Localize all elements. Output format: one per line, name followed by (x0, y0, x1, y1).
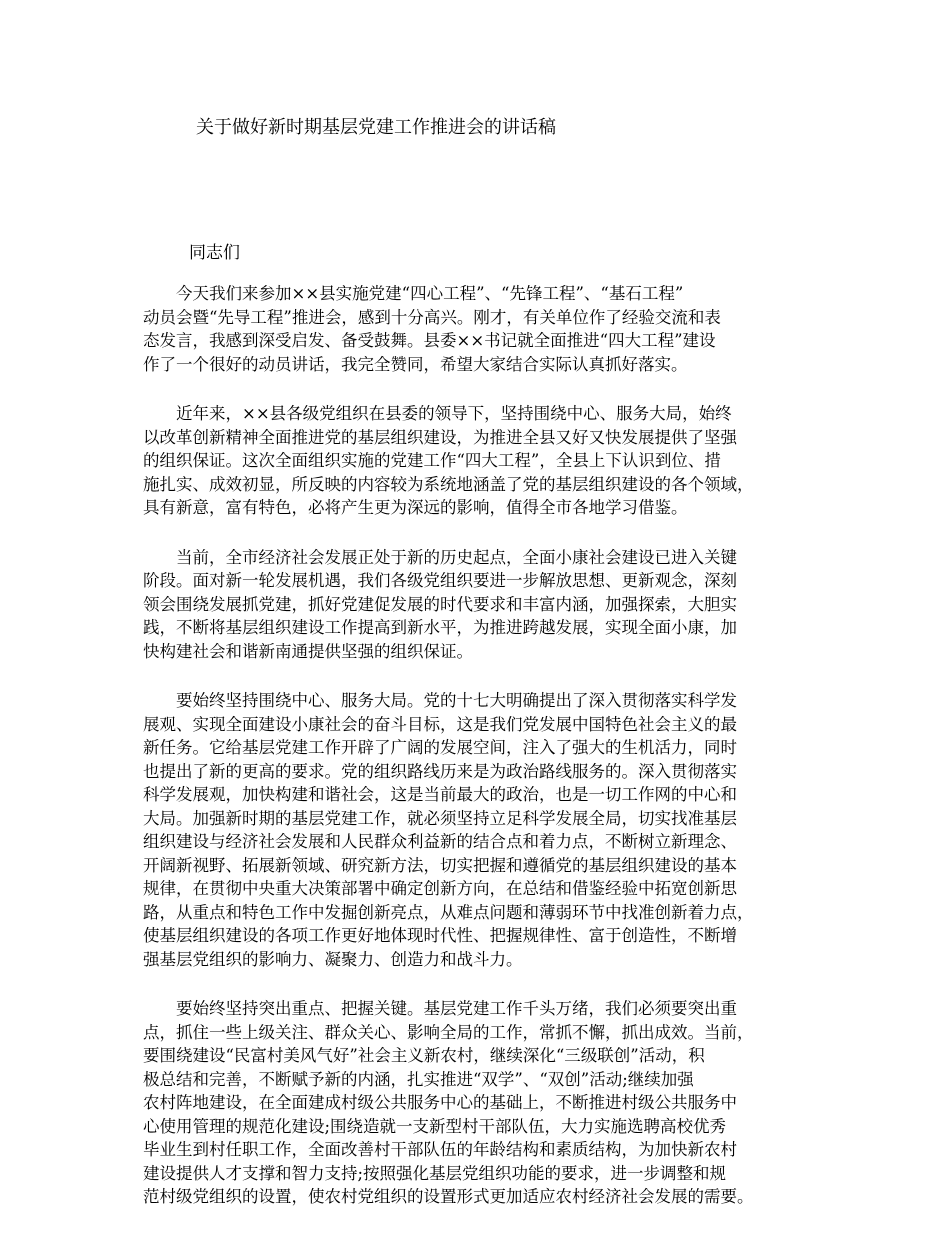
paragraph-line: 建设提供人才支撑和智力支持;按照强化基层党组织功能的要求，进一步调整和规 (143, 1163, 727, 1183)
paragraph-line: 规律，在贯彻中央重大决策部署中确定创新方向，在总结和借鉴经验中拓宽创新思 (143, 879, 737, 898)
paragraph-line: 阶段。面对新一轮发展机遇，我们各级党组织要进一步解放思想、更新观念，深刻 (143, 571, 737, 590)
paragraph-line: 科学发展观，加快构建和谐社会，这是当前最大的政治，也是一切工作网的中心和 (143, 785, 737, 804)
paragraph-line: 要始终坚持突出重点、把握关键。基层党建工作千头万绪，我们必须要突出重 (143, 999, 737, 1018)
paragraph-line: 的组织保证。这次全面组织实施的党建工作“四大工程”，全县上下认识到位、措 (143, 451, 721, 470)
paragraph-line: 范村级党组织的设置，使农村党组织的设置形式更加适应农村经济社会发展的需要。 (143, 1187, 754, 1206)
paragraph-line: 领会围绕发展抓党建，抓好党建促发展的时代要求和丰富内涵，加强探索，大胆实 (143, 594, 737, 614)
body-paragraph (143, 402, 829, 520)
paragraph-line: 极总结和完善，不断赋予新的内涵，扎实推进“双学”、“双创”活动;继续加强 (143, 1069, 694, 1089)
paragraph-line: 要始终坚持围绕中心、服务大局。党的十七大明确提出了深入贯彻落实科学发 (143, 691, 737, 710)
paragraph-line: 组织建设与经济社会发展和人民群众利益新的结合点和着力点，不断树立新理念、 (143, 832, 737, 851)
paragraph-line: 当前，全市经济社会发展正处于新的历史起点，全面小康社会建设已进入关键 (143, 547, 737, 567)
paragraph-line: 动员会暨“先导工程”推进会，感到十分高兴。刚才，有关单位作了经验交流和表 (143, 307, 721, 327)
paragraph-line: 快构建社会和谐新南通提供坚强的组织保证。 (143, 641, 473, 661)
paragraph-line: 近年来，××县各级党组织在县委的领导下，坚持围绕中心、服务大局，始终 (143, 404, 732, 423)
paragraph-line: 也提出了新的更高的要求。党的组织路线历来是为政治路线服务的。深入贯彻落实 (143, 761, 737, 781)
paragraph-line: 心使用管理的规范化建设;围绕造就一支新型村干部队伍，大力实施选聘高校优秀 (143, 1116, 727, 1136)
paragraph-line: 点，抓住一些上级关注、群众关心、影响全局的工作，常抓不懈，抓出成效。当前， (143, 1022, 754, 1042)
body-paragraph (143, 997, 829, 1209)
body-paragraph (143, 546, 829, 664)
paragraph-line: 使基层组织建设的各项工作更好地体现时代性、把握规律性、富于创造性，不断增 (143, 926, 737, 945)
document-body (143, 282, 829, 1235)
body-paragraph (143, 282, 829, 376)
body-paragraph (143, 689, 829, 971)
paragraph-line: 强基层党组织的影响力、凝聚力、创造力和战斗力。 (143, 949, 523, 969)
paragraph-line: 毕业生到村任职工作，全面改善村干部队伍的年龄结构和素质结构，为加快新农村 (143, 1140, 737, 1159)
paragraph-line: 施扎实、成效初显，所反映的内容较为系统地涵盖了党的基层组织建设的各个领域， (143, 474, 754, 494)
paragraph-line: 今天我们来参加××县实施党建“四心工程”、“先锋工程”、“基石工程” (143, 284, 684, 303)
salutation: 同志们 (189, 243, 240, 263)
paragraph-line: 以改革创新精神全面推进党的基层组织建设，为推进全县又好又快发展提供了坚强 (143, 427, 737, 447)
paragraph-line: 大局。加强新时期的基层党建工作，就必须坚持立足科学发展全局，切实找准基层 (143, 808, 737, 828)
paragraph-line: 新任务。它给基层党建工作开辟了广阔的发展空间，注入了强大的生机活力，同时 (143, 738, 737, 757)
document-title: 关于做好新时期基层党建工作推进会的讲话稿 (196, 117, 556, 138)
paragraph-line: 展观、实现全面建设小康社会的奋斗目标，这是我们党发展中国特色社会主义的最 (143, 714, 737, 734)
paragraph-line: 具有新意，富有特色，必将产生更为深远的影响，值得全市各地学习借鉴。 (143, 498, 688, 517)
paragraph-line: 态发言，我感到深受启发、备受鼓舞。县委××书记就全面推进“四大工程”建设 (143, 331, 716, 350)
paragraph-line: 农村阵地建设，在全面建成村级公共服务中心的基础上，不断推进村级公共服务中 (143, 1093, 737, 1112)
paragraph-line: 路，从重点和特色工作中发掘创新亮点，从难点问题和薄弱环节中找准创新着力点， (143, 902, 754, 922)
paragraph-line: 要围绕建设“民富村美风气好”社会主义新农村，继续深化“三级联创”活动，积 (143, 1046, 705, 1065)
paragraph-line: 开阔新视野、拓展新领域、研究新方法，切实把握和遵循党的基层组织建设的基本 (143, 855, 737, 875)
paragraph-line: 践，不断将基层组织建设工作提高到新水平，为推进跨越发展，实现全面小康，加 (143, 618, 737, 637)
paragraph-line: 作了一个很好的动员讲话，我完全赞同，希望大家结合实际认真抓好落实。 (143, 354, 688, 374)
